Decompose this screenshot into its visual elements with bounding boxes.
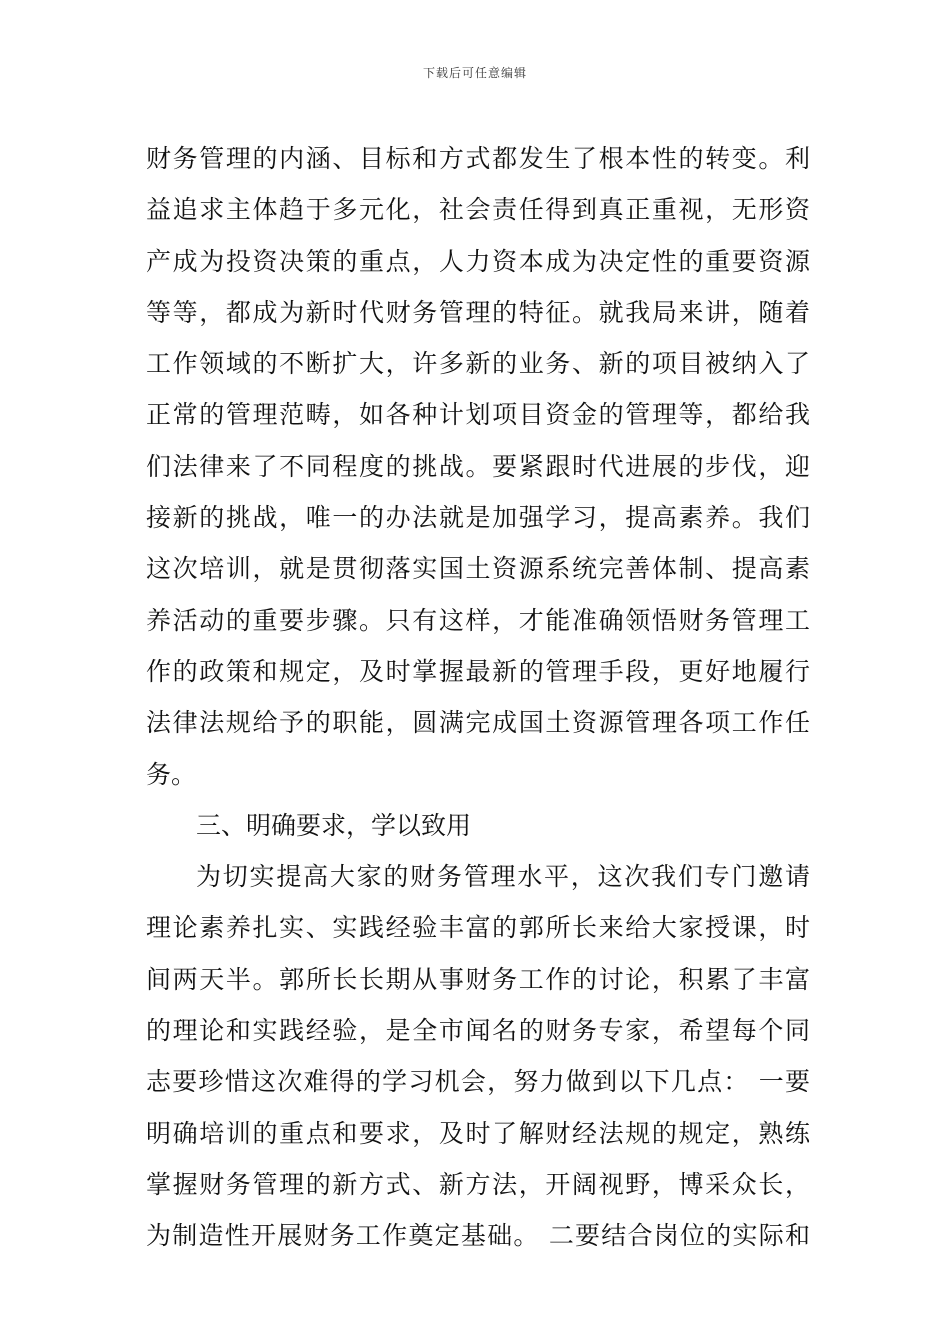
body-line: 的理论和实践经验，是全市闻名的财务专家，希望每个同 [146, 1016, 810, 1046]
body-line: 产成为投资决策的重点，人力资本成为决定性的重要资源 [146, 246, 810, 276]
body-line: 工作领域的不断扩大，许多新的业务、新的项目被纳入了 [146, 349, 810, 379]
body-line: 益追求主体趋于多元化，社会责任得到真正重视，无形资 [146, 195, 810, 225]
body-line: 法律法规给予的职能，圆满完成国土资源管理各项工作任 [146, 708, 810, 738]
body-line: 理论素养扎实、实践经验丰富的郭所长来给大家授课，时 [146, 913, 810, 943]
body-line: 掌握财务管理的新方式、新方法，开阔视野，博采众长， [146, 1169, 810, 1199]
body-line: 们法律来了不同程度的挑战。要紧跟时代进展的步伐，迎 [146, 451, 810, 481]
document-body [146, 133, 810, 1262]
section-heading: 三、明确要求，学以致用 [196, 810, 472, 840]
body-line: 为切实提高大家的财务管理水平，这次我们专门邀请 [196, 862, 810, 892]
body-line: 正常的管理范畴，如各种计划项目资金的管理等，都给我 [146, 400, 810, 430]
body-line: 为制造性开展财务工作奠定基础。 二要结合岗位的实际和 [146, 1221, 810, 1251]
body-line: 接新的挑战，唯一的办法就是加强学习，提高素养。我们 [146, 503, 810, 533]
body-line: 财务管理的内涵、目标和方式都发生了根本性的转变。利 [146, 144, 810, 173]
body-line: 明确培训的重点和要求，及时了解财经法规的规定，熟练 [146, 1118, 810, 1148]
body-line: 作的政策和规定，及时掌握最新的管理手段，更好地履行 [146, 656, 810, 686]
body-line: 这次培训，就是贯彻落实国土资源系统完善体制、提高素 [146, 554, 810, 584]
body-line: 间两天半。郭所长长期从事财务工作的讨论，积累了丰富 [146, 964, 810, 994]
body-line: 养活动的重要步骤。只有这样，才能准确领悟财务管理工 [146, 605, 810, 635]
page-header-note: 下载后可任意编辑 [422, 66, 527, 80]
body-line: 志要珍惜这次难得的学习机会，努力做到以下几点： 一要 [146, 1067, 810, 1097]
body-line: 务。 [146, 759, 197, 789]
body-line: 等等，都成为新时代财务管理的特征。就我局来讲，随着 [146, 297, 810, 327]
